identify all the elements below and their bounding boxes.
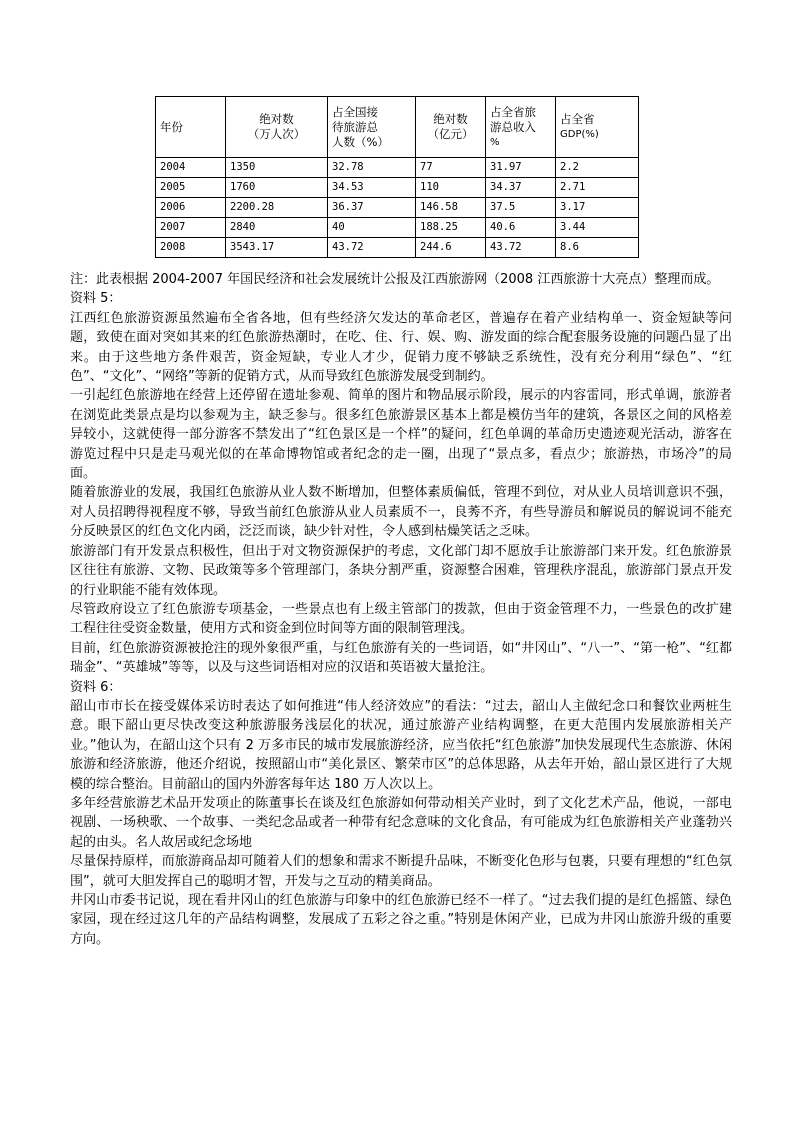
- cell-gdp-share: 8.6: [556, 238, 639, 258]
- header-national-share: [328, 97, 416, 158]
- material-5-heading: 资料 5：: [70, 291, 122, 307]
- cell-revenue: 244.6: [416, 238, 486, 258]
- cell-gdp-share: 2.71: [556, 178, 639, 198]
- table-row: [156, 178, 639, 198]
- header-gdp-share: [556, 97, 639, 158]
- cell-visitors: 1350: [226, 158, 328, 178]
- header-text: 待旅游总: [332, 119, 378, 134]
- cell-year: 2006: [156, 198, 226, 218]
- cell-national-share: 40: [328, 218, 416, 238]
- header-text: 占全省: [560, 112, 595, 126]
- material-6-paragraph: 韶山市市长在接受媒体采访时表达了如何推进“伟人经济效应”的看法：“过去，韶山人主做纪念口和餐饮业两桩生意。眼下韶山更尽快改变这种旅游服务浅层化的状况，通过旅游产业结构调整，在更大范围内发展旅游相关产业。”他认为，在韶山这个只有 2 万多市民的城市发展旅游经济，应当依托“红色旅游”加快发展现代生态旅游、休闲旅游和经济旅游，他还介绍说，按照韶山市“美化景区、繁荣市区”的总体思路，从去年开始，韶山景区进行了大规模的综合整治。目前韶山的国内外游客每年达 180 万人次以上。: [70, 698, 732, 792]
- header-text: 绝对数: [433, 112, 468, 126]
- header-text: 占全国接: [332, 104, 378, 119]
- cell-national-share: 43.72: [328, 238, 416, 258]
- material-5-paragraph: 尽管政府设立了红色旅游专项基金，一些景点也有上级主管部门的拨款，但由于资金管理不力，一些景色的改扩建工程往往受资金数量，使用方式和资金到位时间等方面的限制管理浅。: [70, 601, 732, 637]
- material-5-paragraph: 旅游部门有开发景点积极性，但出于对文物资源保护的考虑，文化部门却不愿放手让旅游部门来开发。红色旅游景区往往有旅游、文物、民政策等多个管理部门，条块分割严重，资源整合困难，管理秩序混乱，旅游部门景点开发的行业职能不能有效体现。: [70, 543, 732, 598]
- cell-income-share: 31.97: [486, 158, 556, 178]
- table-header-row: [156, 97, 639, 158]
- cell-national-share: 36.37: [328, 198, 416, 218]
- header-absolute-visitors: [226, 97, 328, 158]
- cell-year: 2004: [156, 158, 226, 178]
- cell-visitors: 3543.17: [226, 238, 328, 258]
- material-5-paragraph: 一引起红色旅游地在经营上还停留在遗址参观、简单的图片和物品展示阶段，展示的内容雷同，形式单调，旅游者在浏览此类景点是均以参观为主，缺乏参与。很多红色旅游景区基本上都是模仿当年的建筑，各景区之间的风格差异较小，这就使得一部分游客不禁发出了“红色景区是一个样”的疑问，红色单调的革命历史遗迹观光活动，游客在游览过程中只是走马观光似的在革命博物馆或者纪念的走一圈，出现了“景点多，看点少；旅游热，市场冷”的局面。: [70, 388, 732, 482]
- material-6-paragraph: 井冈山市委书记说，现在看井冈山的红色旅游与印象中的红色旅游已经不一样了。“过去我们提的是红色摇篮、绿色家园，现在经过这几年的产品结构调整，发展成了五彩之谷之重。”特别是休闲产业，已成为井冈山旅游升级的重要方向。: [70, 893, 732, 947]
- cell-gdp-share: 2.2: [556, 158, 639, 178]
- material-5-paragraph: 随着旅游业的发展，我国红色旅游从业人数不断增加，但整体素质偏低，管理不到位，对从业人员培训意识不强，对人员招聘得视程度不够，导致当前红色旅游从业人员素质不一，良莠不齐，有些导游员和解说员的解说词不能充分反映景区的红色文化内函，泛泛而谈，缺少针对性，令人感到枯燥笑话之乏味。: [70, 485, 732, 540]
- header-text: （万人次）: [247, 127, 306, 141]
- header-text: GDP(%): [560, 129, 599, 140]
- cell-revenue: 146.58: [416, 198, 486, 218]
- header-text: （亿元）: [427, 127, 474, 141]
- material-6-paragraph: 多年经营旅游艺术品开发项止的陈董事长在谈及红色旅游如何带动相关产业时，到了文化艺术产品，他说，一部电视剧、一场秧歌、一个故事、一类纪念品或者一种带有纪念意味的文化食品，有可能成为红色旅游相关产业蓬勃兴起的由头。名人故居或纪念场地: [70, 795, 732, 850]
- material-6-paragraph: 尽量保持原样，而旅游商品却可随着人们的想象和需求不断提升品味，不断变化色形与包裹，只要有理想的“红色氛围”，就可大胆发挥自己的聪明才智，开发与之互动的精美商品。: [70, 854, 732, 889]
- material-5-paragraph: 目前，红色旅游资源被抢注的现外象很严重，与红色旅游有关的一些词语，如“井冈山”、“八一”、“第一枪”、“红都瑞金”、“英雄城”等等，以及与这些词语相对应的汉语和英语被大量抢注。: [70, 640, 732, 676]
- cell-gdp-share: 3.17: [556, 198, 639, 218]
- cell-year: 2007: [156, 218, 226, 238]
- cell-year: 2005: [156, 178, 226, 198]
- table-row: [156, 158, 639, 178]
- table-row: [156, 238, 639, 258]
- cell-revenue: 77: [416, 158, 486, 178]
- material-5-paragraph: 江西红色旅游资源虽然遍布全省各地，但有些经济欠发达的革命老区，普遍存在着产业结构单一、资金短缺等问题，致使在面对突如其来的红色旅游热潮时，在吃、住、行、娱、购、游发面的综合配套服务设施的问题凸显了出来。由于这些地方条件艰苦，资金短缺，专业人才少，促销力度不够缺乏系统性，没有充分利用“绿色”、“红色”、“文化”、“网络”等新的促销方式，从而导致红色旅游发展受到制约。: [70, 310, 732, 385]
- header-text: %: [490, 136, 500, 148]
- header-absolute-revenue: [416, 97, 486, 158]
- cell-national-share: 34.53: [328, 178, 416, 198]
- table-note: 注：此表根据 2004-2007 年国民经济和社会发展统计公报及江西旅游网（2008 江西旅游十大亮点）整理而成。: [70, 272, 720, 287]
- body-text: [70, 270, 732, 949]
- cell-income-share: 34.37: [486, 178, 556, 198]
- cell-gdp-share: 3.44: [556, 218, 639, 238]
- header-text: 人数（%）: [332, 134, 389, 149]
- cell-national-share: 32.78: [328, 158, 416, 178]
- header-income-share: [486, 97, 556, 158]
- cell-visitors: 1760: [226, 178, 328, 198]
- tourism-statistics-table: [155, 96, 639, 258]
- table-row: [156, 198, 639, 218]
- cell-visitors: 2200.28: [226, 198, 328, 218]
- cell-income-share: 40.6: [486, 218, 556, 238]
- header-text: 占全省旅: [490, 104, 536, 119]
- material-6-heading: 资料 6：: [70, 679, 122, 695]
- header-text: 绝对数: [259, 112, 294, 126]
- cell-year: 2008: [156, 238, 226, 258]
- cell-revenue: 110: [416, 178, 486, 198]
- header-text: 游总收入: [490, 119, 536, 134]
- cell-revenue: 188.25: [416, 218, 486, 238]
- cell-visitors: 2840: [226, 218, 328, 238]
- cell-income-share: 43.72: [486, 238, 556, 258]
- cell-income-share: 37.5: [486, 198, 556, 218]
- header-year: 年份: [156, 97, 226, 158]
- table-row: [156, 218, 639, 238]
